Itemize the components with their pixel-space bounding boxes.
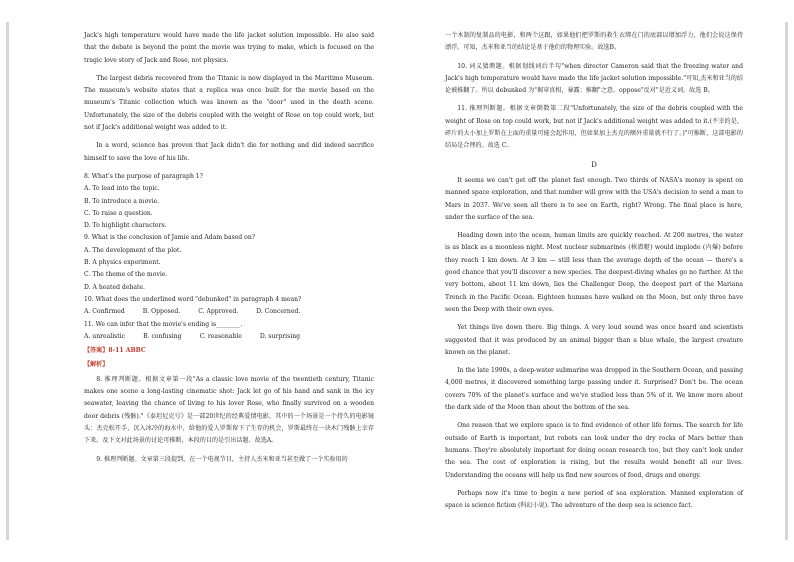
option: B. A physics experiment.: [84, 259, 161, 267]
option: C. Approved.: [198, 308, 239, 316]
option: A. To lead into the topic.: [84, 185, 160, 193]
options-row: [84, 331, 374, 343]
right-column: [445, 30, 743, 518]
question-10: 10. What does the underlined word "debunked" in paragraph 4 mean?: [84, 295, 302, 303]
analysis-label: 【解析】: [84, 361, 109, 369]
explanation: 一个木制的复制品的电影，和两个这跟，如果他们把罗斯的救生衣绑在门的底部以增加浮力，他们会说这保持漂浮。可知，杰米和亚当的结论是基于他们的物理实验。故选B。: [445, 32, 743, 52]
option: B. To introduce a movie.: [84, 197, 160, 205]
explanation: 8. 推理判断题。根据文章第一段"As a classic love movie of the twentieth century, Titanic makes one scene a long-lasting cinematic shot: Jack let go of his hand and sank in the icy seawater, leaving the chance of living to his lover Rose, who finally survived on a wooden door debris (残骸)."《泰坦尼克号》是一部20世纪的经典爱情电影，其中的一个场景是一个持久的电影镜头：杰克松开手，沉入冰冷的海水中，给他的爱人罗斯留下了生存的机会，罗斯最终在一块木门残骸上幸存下来。及下文对此场景的讨论可推断，本段的目的是引出话题。故选A。: [84, 375, 374, 445]
paragraph: Perhaps now it's time to begin a new period of sea exploration. Manned exploration of space is science fiction (科幻小说). The adventure of the deep sea is science fact.: [445, 489, 743, 510]
right-margin-bar: [785, 22, 788, 540]
question-9: 9. What is the conclusion of Jamie and Adam based on?: [84, 234, 256, 242]
section-heading: D: [591, 160, 597, 169]
option: C. The theme of the movie.: [84, 271, 168, 279]
options-row: [84, 306, 374, 318]
explanation: 9. 推理判断题。文章第三段提到，在一个电视节目，主持人杰米和亚当甚至做了一个实验用的: [96, 455, 348, 463]
question-8: 8. What's the purpose of paragraph 1?: [84, 172, 203, 180]
option: A. The development of the plot.: [84, 246, 182, 254]
option: A. unrealistic: [84, 332, 126, 340]
answer-label: 【答案】8-11 ABBC: [84, 347, 146, 355]
paragraph: Jack's high temperature would have made the life jacket solution impossible. He also said that the debate is beyond the point the movie was trying to make, which is focused on the tragic love story of Jack and Rose, not physics.: [84, 32, 374, 64]
option: D. A heated debate.: [84, 283, 145, 291]
paragraph: In a word, science has proven that Jack didn't die for nothing and did indeed sacrifice himself to save the love of his life.: [84, 142, 374, 162]
explanation: 10. 词义猜测题。根据划线词后半句"when director Cameron said that the freezing water and Jack's high temperature would have made the life jacket solution impossible."可知,杰米和亚当的结论被推翻了。所以 debunked 为"揭穿真相，暴露；推翻"之意。oppose"反对"是近义词，故选 B。: [445, 62, 743, 95]
explanation: 11. 推理判断题。根据文章倒数第二段"Unfortunately, the size of the debris coupled with the weight of Rose on top could work, but not if Jack's additional weight was added to it.(不幸的是，碎片的大小加上罗斯在上面的重量可能会起作用，但如果加上杰克的额外重量就不行了。)"可推断，这部电影的结局是合理的。故选 C。: [445, 105, 743, 150]
paragraph: The largest debris recovered from the Titanic is now displayed in the Maritime Museum. The museum's website states that a replica was once built for the movie based on the museum's Titanic collection which was known as the "door" used in the death scene. Unfortunately, the size of the debris coupled with the weight of Rose on top could work, but not if Jack's additional weight was added to it.: [84, 74, 374, 132]
option: D. To highlight characters.: [84, 222, 167, 230]
left-margin-bar: [6, 22, 9, 540]
option: C. reasonable: [199, 332, 242, 340]
paragraph: Heading down into the ocean, human limits are quickly reached. At 200 metres, the water is as black as a moonless night. Most nuclear submarines (核潜艇) would implode (内爆) before they reach 1 km down. At 3 km — still less than the average depth of the ocean — there's a good chance that you'll discover a new species. The deepest-diving whales go no further. At the very bottom, about 11 km down, lies the Challenger Deep, the deepest part of the Mariana Trench in the Pacific Ocean. Eighteen humans have walked on the Moon, but only three have seen the Deep with their own eyes.: [445, 232, 743, 313]
paragraph: It seems we can't get off the planet fast enough. Two thirds of NASA's money is spent on manned space exploration, and that number will grow with the USA's decision to send a man to Mars in 2037. We've seen all there is to see on Earth, right? Wrong. The final place is here, under the surface of the sea.: [445, 176, 743, 221]
paragraph: One reason that we explore space is to find evidence of other life forms. The search for life outside of Earth is important, but robots can look under the dry rocks of Mars better than humans. They're absolutely important for doing ocean research too, but they can't look under the sea. The cost of exploration is rising, but the results would benefit all our lives. Understanding the oceans will help us find new sources of food, drugs and energy.: [445, 422, 743, 479]
question-11: 11. We can infer that the movie's ending is________.: [84, 320, 243, 328]
paragraph: In the late 1990s, a deep-water submarine was dropped in the Southern Ocean, and passing 4,000 metres, it discovered something large passing under it. Surprised? Don't be. The ocean covers 70% of the planet's surface and we've studied less than 5% of it. We know more about the dark side of the Moon than about the bottom of the sea.: [445, 367, 743, 412]
option: A. Confirmed: [84, 308, 125, 316]
option: B. Opposed.: [142, 308, 181, 316]
option: C. To raise a question.: [84, 209, 153, 217]
left-column: [84, 30, 374, 472]
option: D. surprising: [259, 332, 301, 340]
option: B. confusing: [143, 332, 182, 340]
option: D. Concerned.: [256, 308, 301, 316]
paragraph: Yet things live down there. Big things. A very loud sound was once heard and scientists suggested that it was produced by an animal bigger than a blue whale, the largest creature known on the planet.: [445, 324, 743, 356]
